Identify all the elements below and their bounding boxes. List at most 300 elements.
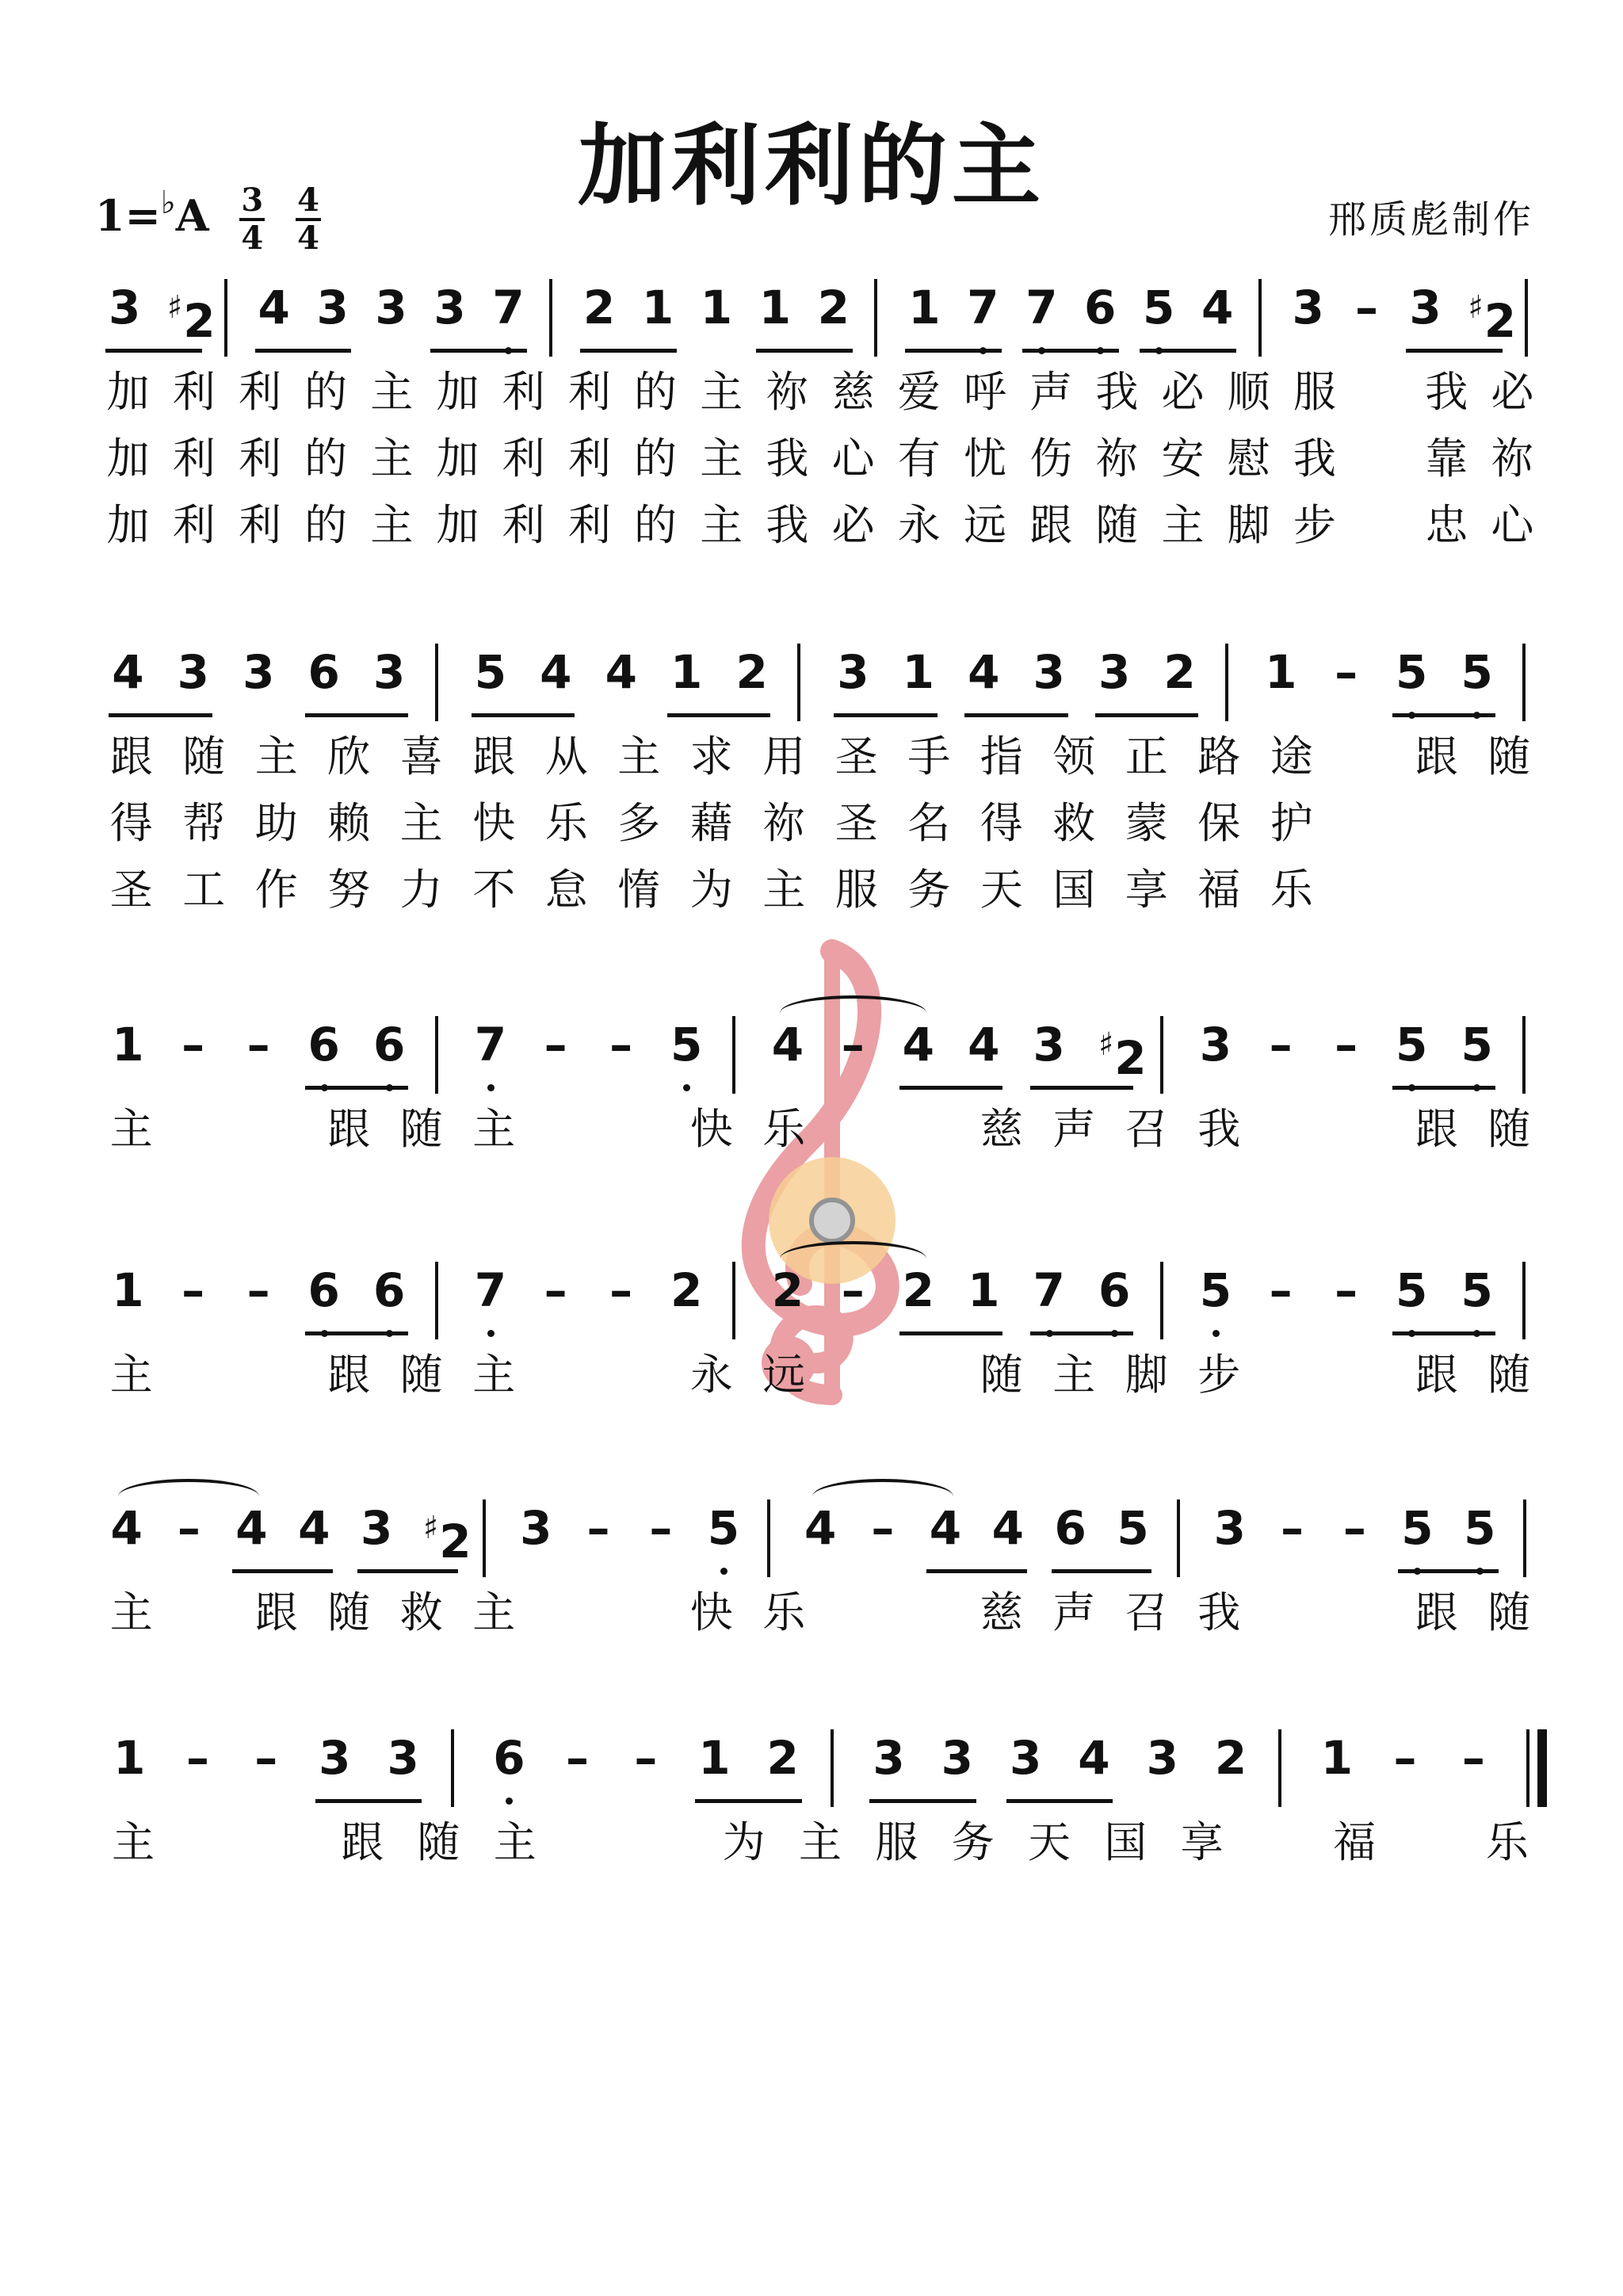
note: [1396, 1016, 1427, 1073]
lyric-syllable: 心: [1491, 500, 1534, 550]
lyric-syllable: 保: [1197, 798, 1241, 848]
barline: [435, 1016, 438, 1094]
lyric-syllable: 福: [1197, 865, 1241, 915]
eighth-note-underline: [109, 713, 212, 717]
note: [1117, 1499, 1148, 1557]
note-digit: 4: [112, 645, 144, 699]
lyric-line: [0, 862, 1623, 926]
note-digit: 1: [700, 281, 733, 334]
lyric-syllable: 跟: [1415, 1350, 1458, 1400]
lyric-syllable: 的: [304, 500, 348, 550]
dash-extension: [1338, 1499, 1370, 1557]
note-digit: 6: [1054, 1501, 1086, 1555]
note-digit: 4: [605, 645, 637, 699]
note-digit: –: [1269, 1263, 1293, 1317]
lyric-syllable: 主: [370, 367, 414, 417]
note-digit: –: [1461, 1731, 1485, 1785]
note-digit: 4: [968, 1018, 1000, 1072]
note: [1084, 279, 1116, 336]
dash-extension: [1331, 1016, 1362, 1073]
lyric-syllable: 脚: [1125, 1350, 1168, 1400]
dash-extension: [630, 1729, 662, 1786]
note-digit: 2: [183, 294, 216, 348]
dash-extension: [1331, 1262, 1362, 1319]
lyric-syllable: 指: [980, 732, 1023, 781]
note-digit: 1: [968, 1263, 1000, 1317]
lyric-syllable: 欣: [327, 732, 371, 781]
lyric-syllable: 必: [1491, 367, 1534, 417]
note: [1010, 1729, 1041, 1786]
dash-extension: [1331, 644, 1362, 701]
note-digit: 4: [902, 1018, 934, 1072]
note: [387, 1729, 418, 1786]
lyric-syllable: 慰: [1227, 434, 1270, 483]
note-digit: 6: [372, 1263, 406, 1317]
note-digit: 3: [941, 1731, 973, 1785]
note-digit: –: [634, 1731, 658, 1785]
note-digit: 5: [670, 1018, 703, 1072]
note-digit: 3: [433, 281, 466, 334]
lyric-syllable: 随: [1487, 1587, 1531, 1637]
lyric-syllable: 求: [689, 732, 733, 781]
lyric-syllable: 我: [1425, 367, 1468, 417]
note: [1033, 644, 1065, 701]
note: [908, 279, 940, 336]
lyric-syllable: 远: [963, 500, 1006, 550]
lyric-syllable: 主: [109, 1587, 153, 1637]
lyric-syllable: 领: [1052, 732, 1096, 781]
sharp-accidental: ♯: [166, 289, 183, 326]
note-digit: 5: [474, 645, 507, 699]
lyric-syllable: 乐: [1485, 1817, 1529, 1867]
note: [1098, 1262, 1130, 1319]
lyric-syllable: 祢: [1491, 434, 1534, 483]
key-signature: [95, 181, 321, 257]
dash-extension: [1350, 279, 1382, 336]
eighth-note-underline: [305, 713, 408, 717]
note-digit: 5: [1199, 1263, 1232, 1317]
lyric-syllable: 主: [762, 865, 806, 915]
note-digit: 5: [707, 1501, 740, 1555]
lyric-syllable: 喜: [399, 732, 443, 781]
lyric-syllable: 远: [762, 1350, 806, 1400]
note-digit: 7: [474, 1263, 507, 1317]
lyric-syllable: 多: [617, 798, 661, 848]
lyric-syllable: 主: [1161, 500, 1205, 550]
note-digit: 4: [929, 1501, 962, 1555]
note-digit: 2: [439, 1515, 472, 1568]
lyric-syllable: 跟: [341, 1817, 384, 1867]
barline: [1160, 1016, 1163, 1094]
lyric-syllable: 的: [634, 500, 678, 550]
note-digit: –: [544, 1263, 567, 1317]
lyric-syllable: 从: [544, 732, 588, 781]
lyric-syllable: 跟: [1029, 500, 1073, 550]
note: [968, 1016, 999, 1073]
lyric-line: [0, 796, 1623, 859]
barline: [451, 1729, 454, 1807]
eighth-note-underline: [695, 1799, 801, 1803]
note-digit: 7: [967, 281, 999, 334]
lyric-syllable: 我: [1197, 1587, 1241, 1637]
key-prefix: 1=: [95, 190, 161, 241]
sharp-accidental: ♯: [422, 1510, 439, 1546]
lyric-line: [0, 1102, 1623, 1165]
lyric-syllable: 随: [1487, 1350, 1531, 1400]
note: [968, 1262, 999, 1319]
eighth-note-underline: [305, 1331, 408, 1335]
note: [166, 279, 216, 350]
note-digit: 5: [1401, 1501, 1434, 1555]
lyric-syllable: 为: [689, 865, 733, 915]
lyric-syllable: 怠: [544, 865, 588, 915]
lyric-syllable: 国: [1104, 1817, 1148, 1867]
dash-extension: [181, 1729, 213, 1786]
barline: [1522, 644, 1526, 721]
note: [818, 279, 850, 336]
dash-extension: [582, 1499, 614, 1557]
note: [735, 644, 767, 701]
barline: [1258, 279, 1262, 357]
note-digit: 1: [902, 645, 934, 699]
lyric-syllable: 步: [1293, 500, 1336, 550]
note: [520, 1499, 552, 1557]
note: [1464, 1499, 1495, 1557]
lyric-syllable: 惰: [617, 865, 661, 915]
lyric-syllable: 靠: [1425, 434, 1468, 483]
note-digit: 3: [360, 1501, 393, 1555]
lyric-syllable: 努: [327, 865, 371, 915]
lyric-syllable: 声: [1029, 367, 1073, 417]
lyric-syllable: 天: [1027, 1817, 1071, 1867]
note: [373, 1262, 405, 1319]
note-digit: 2: [1163, 645, 1196, 699]
lyric-syllable: 慈: [831, 367, 875, 417]
lyric-syllable: 祢: [1095, 434, 1139, 483]
lyric-syllable: 利: [567, 500, 611, 550]
note-digit: –: [181, 1018, 205, 1072]
barline: [1177, 1499, 1180, 1577]
lyric-syllable: 我: [1197, 1104, 1241, 1154]
note-digit: 6: [493, 1731, 525, 1785]
lyric-syllable: 步: [1197, 1350, 1241, 1400]
note: [1461, 644, 1492, 701]
eighth-note-underline: [667, 713, 770, 717]
lyric-syllable: 跟: [1415, 1104, 1458, 1154]
eighth-note-underline: [255, 349, 352, 353]
lyric-syllable: 主: [617, 732, 661, 781]
note: [1163, 644, 1195, 701]
lyric-syllable: 加: [106, 434, 150, 483]
note: [837, 644, 869, 701]
note: [375, 279, 407, 336]
note: [941, 1729, 973, 1786]
notes-row: [0, 1490, 1623, 1577]
note-digit: 4: [968, 645, 1000, 699]
lyric-syllable: 用: [762, 732, 806, 781]
note-digit: –: [1335, 1018, 1358, 1072]
lyric-syllable: 主: [1052, 1350, 1096, 1400]
lyric-syllable: 主: [700, 434, 743, 483]
note-digit: 4: [1201, 281, 1234, 334]
note: [1293, 279, 1324, 336]
note-digit: –: [609, 1263, 633, 1317]
note-digit: –: [254, 1731, 278, 1785]
note-digit: –: [1269, 1018, 1293, 1072]
lyric-line: [0, 1585, 1623, 1648]
note: [701, 279, 732, 336]
lyric-syllable: 务: [907, 865, 951, 915]
lyric-syllable: 务: [951, 1817, 995, 1867]
lyric-syllable: 脚: [1227, 500, 1270, 550]
note: [373, 1016, 405, 1073]
lyric-syllable: 利: [567, 367, 611, 417]
note: [967, 279, 999, 336]
note-digit: 4: [771, 1018, 804, 1072]
lyric-syllable: 召: [1125, 1104, 1168, 1154]
low-octave-dot: [683, 1084, 690, 1091]
note-digit: 4: [298, 1501, 330, 1555]
barline: [435, 1262, 438, 1339]
low-octave-dot: [487, 1084, 495, 1091]
eighth-note-underline: [926, 1569, 1027, 1573]
note: [1401, 1499, 1433, 1557]
lyric-syllable: 慈: [980, 1104, 1023, 1154]
note: [1201, 279, 1233, 336]
lyric-syllable: 利: [238, 434, 281, 483]
note-digit: –: [1335, 645, 1358, 699]
eighth-note-underline: [1140, 349, 1236, 353]
note: [112, 644, 143, 701]
lyric-syllable: 利: [172, 367, 216, 417]
eighth-note-underline: [1030, 1086, 1133, 1090]
note-digit: 3: [520, 1501, 552, 1555]
note-digit: –: [1342, 1501, 1366, 1555]
note-digit: 5: [1461, 645, 1493, 699]
note: [475, 1262, 506, 1319]
lyric-syllable: 享: [1125, 865, 1168, 915]
lyric-syllable: 跟: [327, 1104, 371, 1154]
note-digit: 3: [873, 1731, 905, 1785]
note: [1215, 1729, 1247, 1786]
note-digit: 2: [771, 1263, 804, 1317]
note: [361, 1499, 392, 1557]
note-digit: 3: [316, 281, 349, 334]
lyric-syllable: 利: [238, 367, 281, 417]
lyric-syllable: 必: [831, 500, 875, 550]
eighth-note-underline: [1095, 713, 1198, 717]
note: [1461, 1262, 1492, 1319]
note-digit: 3: [1409, 281, 1442, 334]
eighth-note-underline: [1392, 713, 1495, 717]
lyric-syllable: 主: [472, 1587, 516, 1637]
note: [968, 644, 999, 701]
lyric-syllable: 慈: [980, 1587, 1023, 1637]
final-barline-thick: [1537, 1729, 1547, 1807]
lyric-syllable: 随: [417, 1817, 460, 1867]
lyric-syllable: 乐: [762, 1587, 806, 1637]
sharp-accidental: ♯: [1098, 1026, 1114, 1063]
note: [1409, 279, 1441, 336]
lyric-syllable: 赖: [327, 798, 371, 848]
note-digit: 3: [1098, 645, 1131, 699]
eighth-note-underline: [964, 713, 1067, 717]
lyric-syllable: 随: [399, 1350, 443, 1400]
lyric-syllable: 主: [399, 798, 443, 848]
lyric-line: [0, 365, 1623, 428]
lyric-syllable: 跟: [1415, 1587, 1458, 1637]
note-digit: 1: [698, 1731, 731, 1785]
lyric-syllable: 的: [634, 434, 678, 483]
lyric-syllable: 蒙: [1125, 798, 1168, 848]
lyric-syllable: 圣: [109, 865, 153, 915]
lyric-syllable: 正: [1125, 732, 1168, 781]
note-digit: –: [1335, 1263, 1358, 1317]
note-digit: –: [1281, 1501, 1304, 1555]
lyric-syllable: 利: [238, 500, 281, 550]
note: [433, 279, 465, 336]
note: [493, 1729, 525, 1786]
low-octave-dot: [720, 1568, 727, 1575]
lyric-syllable: 利: [172, 434, 216, 483]
note: [670, 644, 702, 701]
note-digit: –: [649, 1501, 673, 1555]
note-digit: 3: [372, 645, 406, 699]
lyric-syllable: 永: [689, 1350, 733, 1400]
note-digit: 3: [177, 645, 209, 699]
lyric-syllable: 跟: [109, 732, 153, 781]
note-digit: 3: [108, 281, 141, 334]
barline: [549, 279, 552, 357]
lyric-syllable: 享: [1180, 1817, 1224, 1867]
note-digit: 5: [1143, 281, 1175, 334]
lyric-syllable: 快: [689, 1104, 733, 1154]
lyric-syllable: 我: [766, 500, 809, 550]
note-digit: 6: [1098, 1263, 1131, 1317]
note: [112, 1262, 143, 1319]
lyric-syllable: 藉: [689, 798, 733, 848]
note-digit: –: [841, 1263, 865, 1317]
barline: [1525, 279, 1528, 357]
arranger-credit: 邢质彪制作: [1327, 197, 1534, 242]
lyric-syllable: 主: [370, 434, 414, 483]
dash-extension: [605, 1016, 637, 1073]
note-digit: 5: [1396, 1263, 1428, 1317]
note: [492, 279, 524, 336]
note: [109, 279, 140, 336]
lyric-syllable: 主: [109, 1104, 153, 1154]
note-digit: 4: [804, 1501, 837, 1555]
lyric-syllable: 跟: [327, 1350, 371, 1400]
note-digit: –: [181, 1263, 205, 1317]
note-digit: –: [544, 1018, 567, 1072]
note-digit: 3: [387, 1731, 419, 1785]
barline: [1225, 644, 1228, 721]
note: [1143, 279, 1174, 336]
note: [583, 279, 615, 336]
lyric-syllable: 永: [897, 500, 941, 550]
note: [113, 1729, 145, 1786]
note: [1468, 279, 1517, 350]
note: [258, 279, 290, 336]
lyric-syllable: 随: [1487, 732, 1531, 781]
dash-extension: [178, 1016, 209, 1073]
eighth-note-underline: [756, 349, 853, 353]
note-digit: 7: [1033, 1263, 1065, 1317]
note-digit: 1: [1320, 1731, 1354, 1785]
lyric-syllable: 力: [399, 865, 443, 915]
eighth-note-underline: [580, 349, 677, 353]
lyric-syllable: 顺: [1227, 367, 1270, 417]
low-octave-dot: [506, 1797, 513, 1805]
note-digit: 3: [242, 645, 275, 699]
dash-extension: [1265, 1016, 1296, 1073]
note-digit: 3: [375, 281, 407, 334]
lyric-syllable: 天: [980, 865, 1023, 915]
note: [759, 279, 791, 336]
dash-extension: [605, 1262, 637, 1319]
barline: [1523, 1499, 1526, 1577]
note-digit: 2: [766, 1731, 799, 1785]
note-digit: 4: [1078, 1731, 1110, 1785]
eighth-note-underline: [869, 1799, 976, 1803]
dash-extension: [1389, 1729, 1421, 1786]
dash-extension: [1277, 1499, 1308, 1557]
note-digit: 2: [1114, 1031, 1147, 1085]
tie-slur: [118, 1479, 259, 1514]
time-sig-numerator: 4: [296, 185, 321, 221]
note-digit: 6: [307, 1263, 340, 1317]
lyric-syllable: 安: [1161, 434, 1205, 483]
lyric-syllable: 随: [1487, 1104, 1531, 1154]
eighth-note-underline: [899, 1086, 1002, 1090]
eighth-note-underline: [1030, 1331, 1133, 1335]
lyric-line: [0, 431, 1623, 495]
low-octave-dot: [487, 1330, 495, 1337]
flat-sign: ♭: [160, 184, 176, 221]
barline: [1522, 1262, 1526, 1339]
lyric-syllable: 跟: [472, 732, 516, 781]
lyric-syllable: 加: [106, 367, 150, 417]
lyric-syllable: 主: [112, 1817, 155, 1867]
note: [670, 1016, 702, 1073]
lyric-syllable: 的: [634, 367, 678, 417]
note: [298, 1499, 330, 1557]
note-digit: 1: [112, 1263, 144, 1317]
lyric-syllable: 帮: [182, 798, 226, 848]
notes-row: [0, 1252, 1623, 1339]
note-digit: 6: [307, 645, 340, 699]
note-digit: 2: [670, 1263, 703, 1317]
note-digit: 2: [582, 281, 616, 334]
note-digit: 4: [110, 1501, 143, 1555]
lyric-syllable: 服: [1293, 367, 1336, 417]
eighth-note-underline: [1392, 1086, 1495, 1090]
note-digit: 1: [113, 1731, 146, 1785]
note: [1033, 1262, 1065, 1319]
lyric-syllable: 加: [436, 367, 479, 417]
lyric-syllable: 我: [1293, 434, 1336, 483]
dash-extension: [540, 1016, 571, 1073]
lyric-syllable: 主: [799, 1817, 842, 1867]
note-digit: –: [185, 1731, 209, 1785]
time-signature-3-4: [239, 181, 265, 257]
note: [178, 644, 209, 701]
note-digit: 1: [670, 645, 703, 699]
lyric-syllable: 忠: [1425, 500, 1468, 550]
time-signature-4-4: [296, 181, 321, 257]
note-digit: –: [246, 1018, 270, 1072]
